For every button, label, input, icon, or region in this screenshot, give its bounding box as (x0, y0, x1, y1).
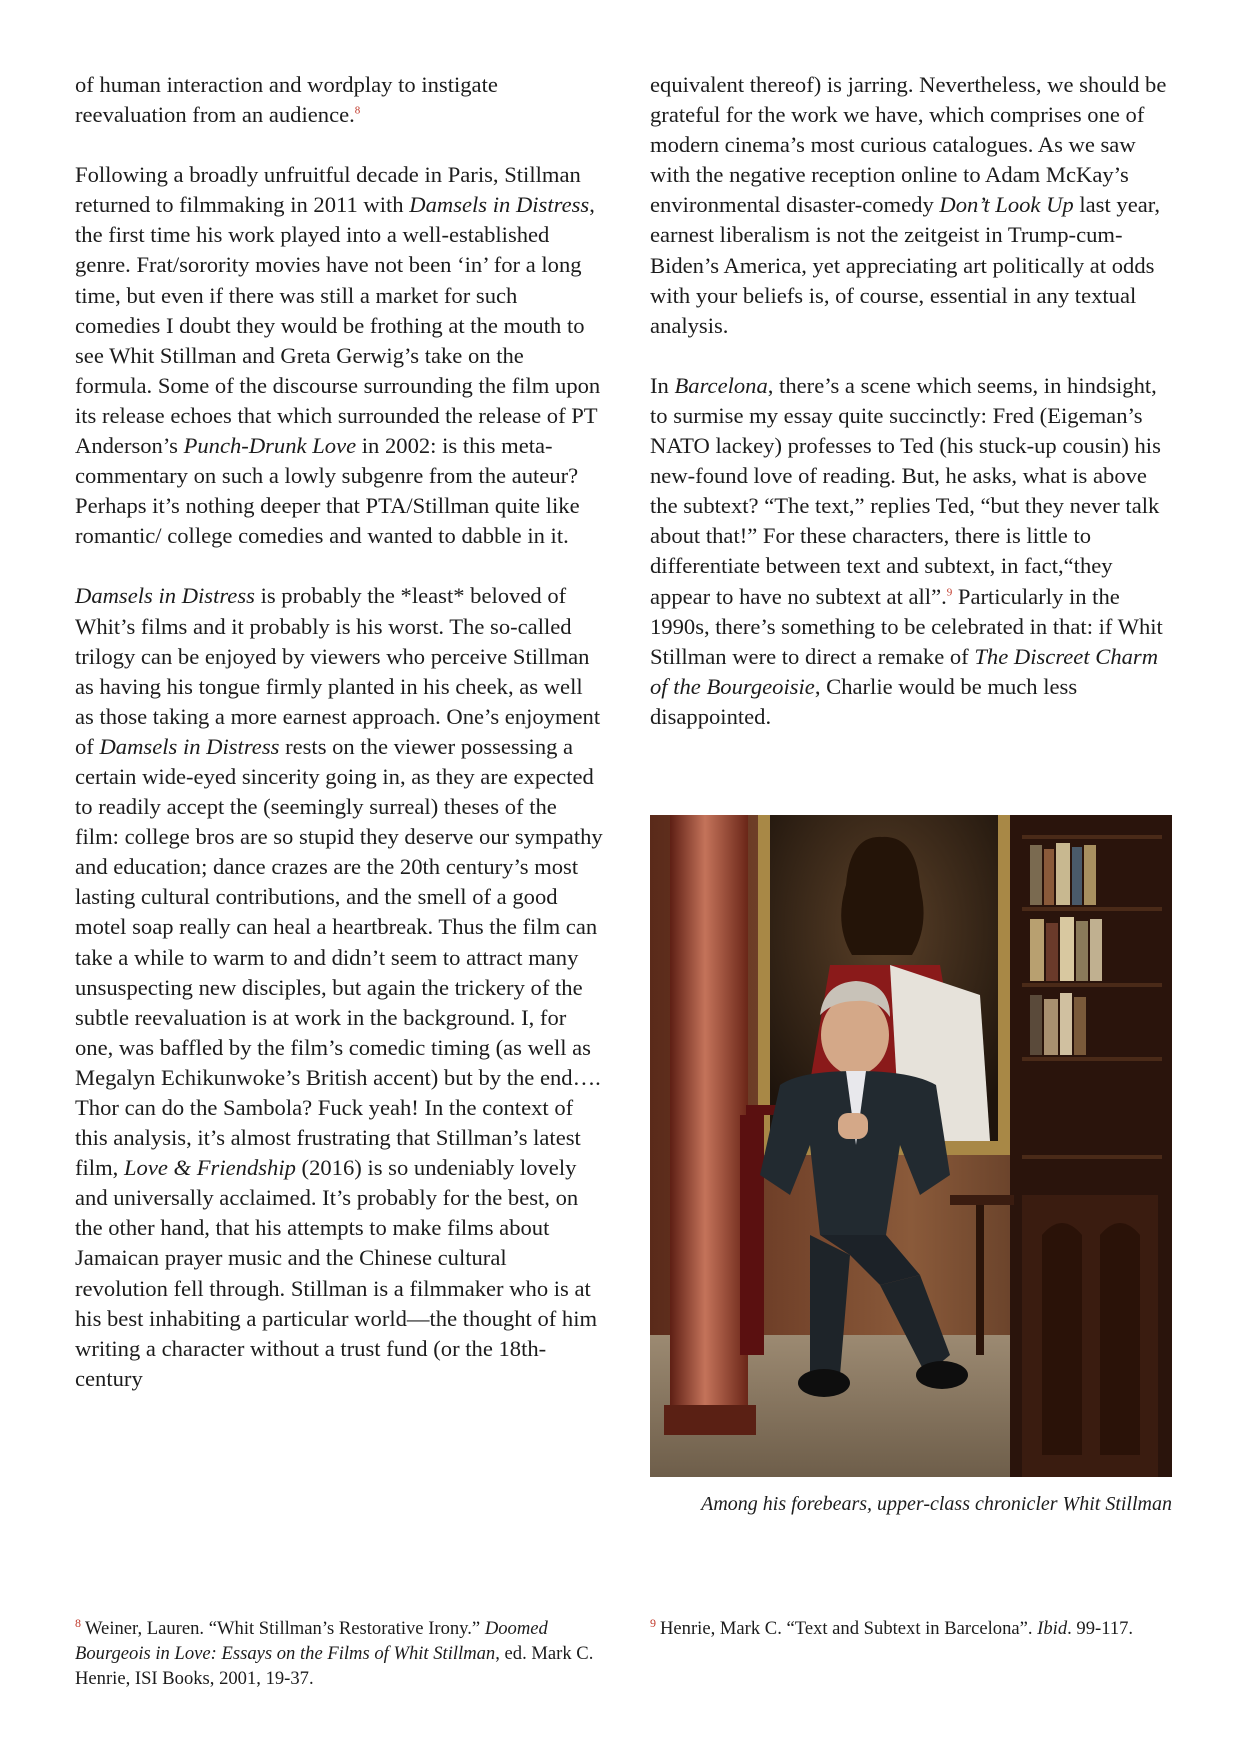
footnote-8: $^8$ Weiner, Lauren. “Whit Stillman’s Restorative Irony.” Doomed Bourgeois in Love: Essays on the Films of Whit Stillman, ed. Mark C. Henrie, ISI Books, 2001, 19-37. (75, 1615, 594, 1689)
clasped-hands (838, 1113, 868, 1139)
shoe-left (798, 1369, 850, 1397)
left-column (75, 70, 605, 1394)
paragraph: In Barcelona, there’s a scene which seems, in hindsight, to surmise my essay quite succinctly: Fred (Eigeman’s NATO lackey) professes to Ted (his stuck-up cousin) his new-found love of reading. But, he asks, what is above the subtext? “The text,” replies Ted, “but they never talk about that!” For these characters, there is little to differentiate between text and subtext, in fact,“they appear to have no subtext at all”.$^9$ Particularly in the 1990s, there’s something to be celebrated in that: if Whit Stillman were to direct a remake of The Discreet Charm of the Bourgeoisie, Charlie would be much less disappointed. (650, 372, 1163, 729)
film-title: Damsels in Distress (99, 733, 280, 759)
shoe-right (916, 1361, 968, 1389)
film-title: Don’t Look Up (939, 192, 1074, 218)
ibid: Ibid (1037, 1618, 1068, 1639)
footnote-ref-9[interactable]: 9 (946, 585, 953, 598)
paragraph: equivalent thereof) is jarring. Nevertheless, we should be grateful for the work we have, which comprises one of modern cinema’s most curious catalogues. As we saw with the negative reception online to Adam McKay’s environmental disaster-comedy Don’t Look Up last year, earnest liberalism is not the zeitgeist in Trump-cum-Biden’s America, yet appreciating art politically at odds with your beliefs is, of course, essential in any textual analysis. (650, 72, 1167, 338)
article-photo (650, 815, 1172, 1477)
film-title: Love & Friendship (123, 1155, 296, 1181)
paragraph: Following a broadly unfruitful decade in Paris, Stillman returned to filmmaking in 2011 with Damsels in Distress, the first time his work played into a well-established genre. Frat/sorority movies have not been ‘in’ for a long time, but even if there was still a market for such comedies I doubt they would be frothing at the mouth to see Whit Stillman and Greta Gerwig’s take on the formula. Some of the discourse surrounding the film upon its release echoes that which surrounded the release of PT Anderson’s Punch-Drunk Love in 2002: is this meta-commentary on such a lowly subgenre from the auteur? Perhaps it’s nothing deeper that PTA/Stillman quite like romantic/ college comedies and wanted to dabble in it. (75, 162, 601, 549)
film-title: The Discreet Charm of the Bourgeoisie (650, 643, 1159, 699)
footnote-number: 8 (75, 1615, 81, 1630)
book-title: Doomed Bourgeois in Love: Essays on the Films of Whit Stillman (75, 1618, 548, 1664)
paragraph: Damsels in Distress is probably the *least* beloved of Whit’s films and it probably is his worst. The so-called trilogy can be enjoyed by viewers who perceive Stillman as having his tongue firmly planted in his cheek, as well as those taking a more earnest approach. One’s enjoyment of Damsels in Distress rests on the viewer possessing a certain wide-eyed sincerity going in, as they are expected to readily accept the (seemingly surreal) theses of the film: college bros are so stupid they deserve our sympathy and education; dance crazes are the 20th century’s most lasting cultural contributions, and the smell of a good motel soap really can heal a heartbreak. Thus the film can take a while to warm to and didn’t seem to attract many unsuspecting new disciples, but again the trickery of the subtle reevaluation is at work in the background. I, for one, was baffled by the film’s comedic timing (as well as Megalyn Echikunwoke’s British accent) but by the end…. Thor can do the Sambola? Fuck yeah! In the context of this analysis, it’s almost frustrating that Stillman’s latest film, Love & Friendship (2016) is so undeniably lovely and universally acclaimed. It’s probably for the best, on the other hand, that his attempts to make films about Jamaican prayer music and the Chinese cultural revolution fell through. Stillman is a filmmaker who is at his best inhabiting a particular world—the thought of him writing a character without a trust fund (or the 18th-century (75, 583, 603, 1391)
man-head (821, 995, 889, 1075)
marble-pillar (670, 815, 748, 1415)
photo-caption: Among his forebears, upper-class chronicler Whit Stillman (701, 1493, 1172, 1515)
footnote-number: 9 (650, 1615, 656, 1630)
footnote-9: $^9$ Henrie, Mark C. “Text and Subtext in Barcelona”. Ibid. 99-117. (650, 1615, 1134, 1639)
film-title: Damsels in Distress (409, 192, 590, 218)
side-table (950, 1195, 1014, 1205)
right-column (650, 70, 1175, 732)
film-title: Barcelona (674, 372, 768, 398)
footnote-ref-8[interactable]: 8 (354, 104, 361, 117)
photo-illustration (650, 815, 1172, 1477)
film-title: Punch-Drunk Love (183, 433, 357, 459)
film-title: Damsels in Distress (75, 583, 255, 609)
paragraph: of human interaction and wordplay to instigate reevaluation from an audience.$^8$ (75, 72, 498, 128)
